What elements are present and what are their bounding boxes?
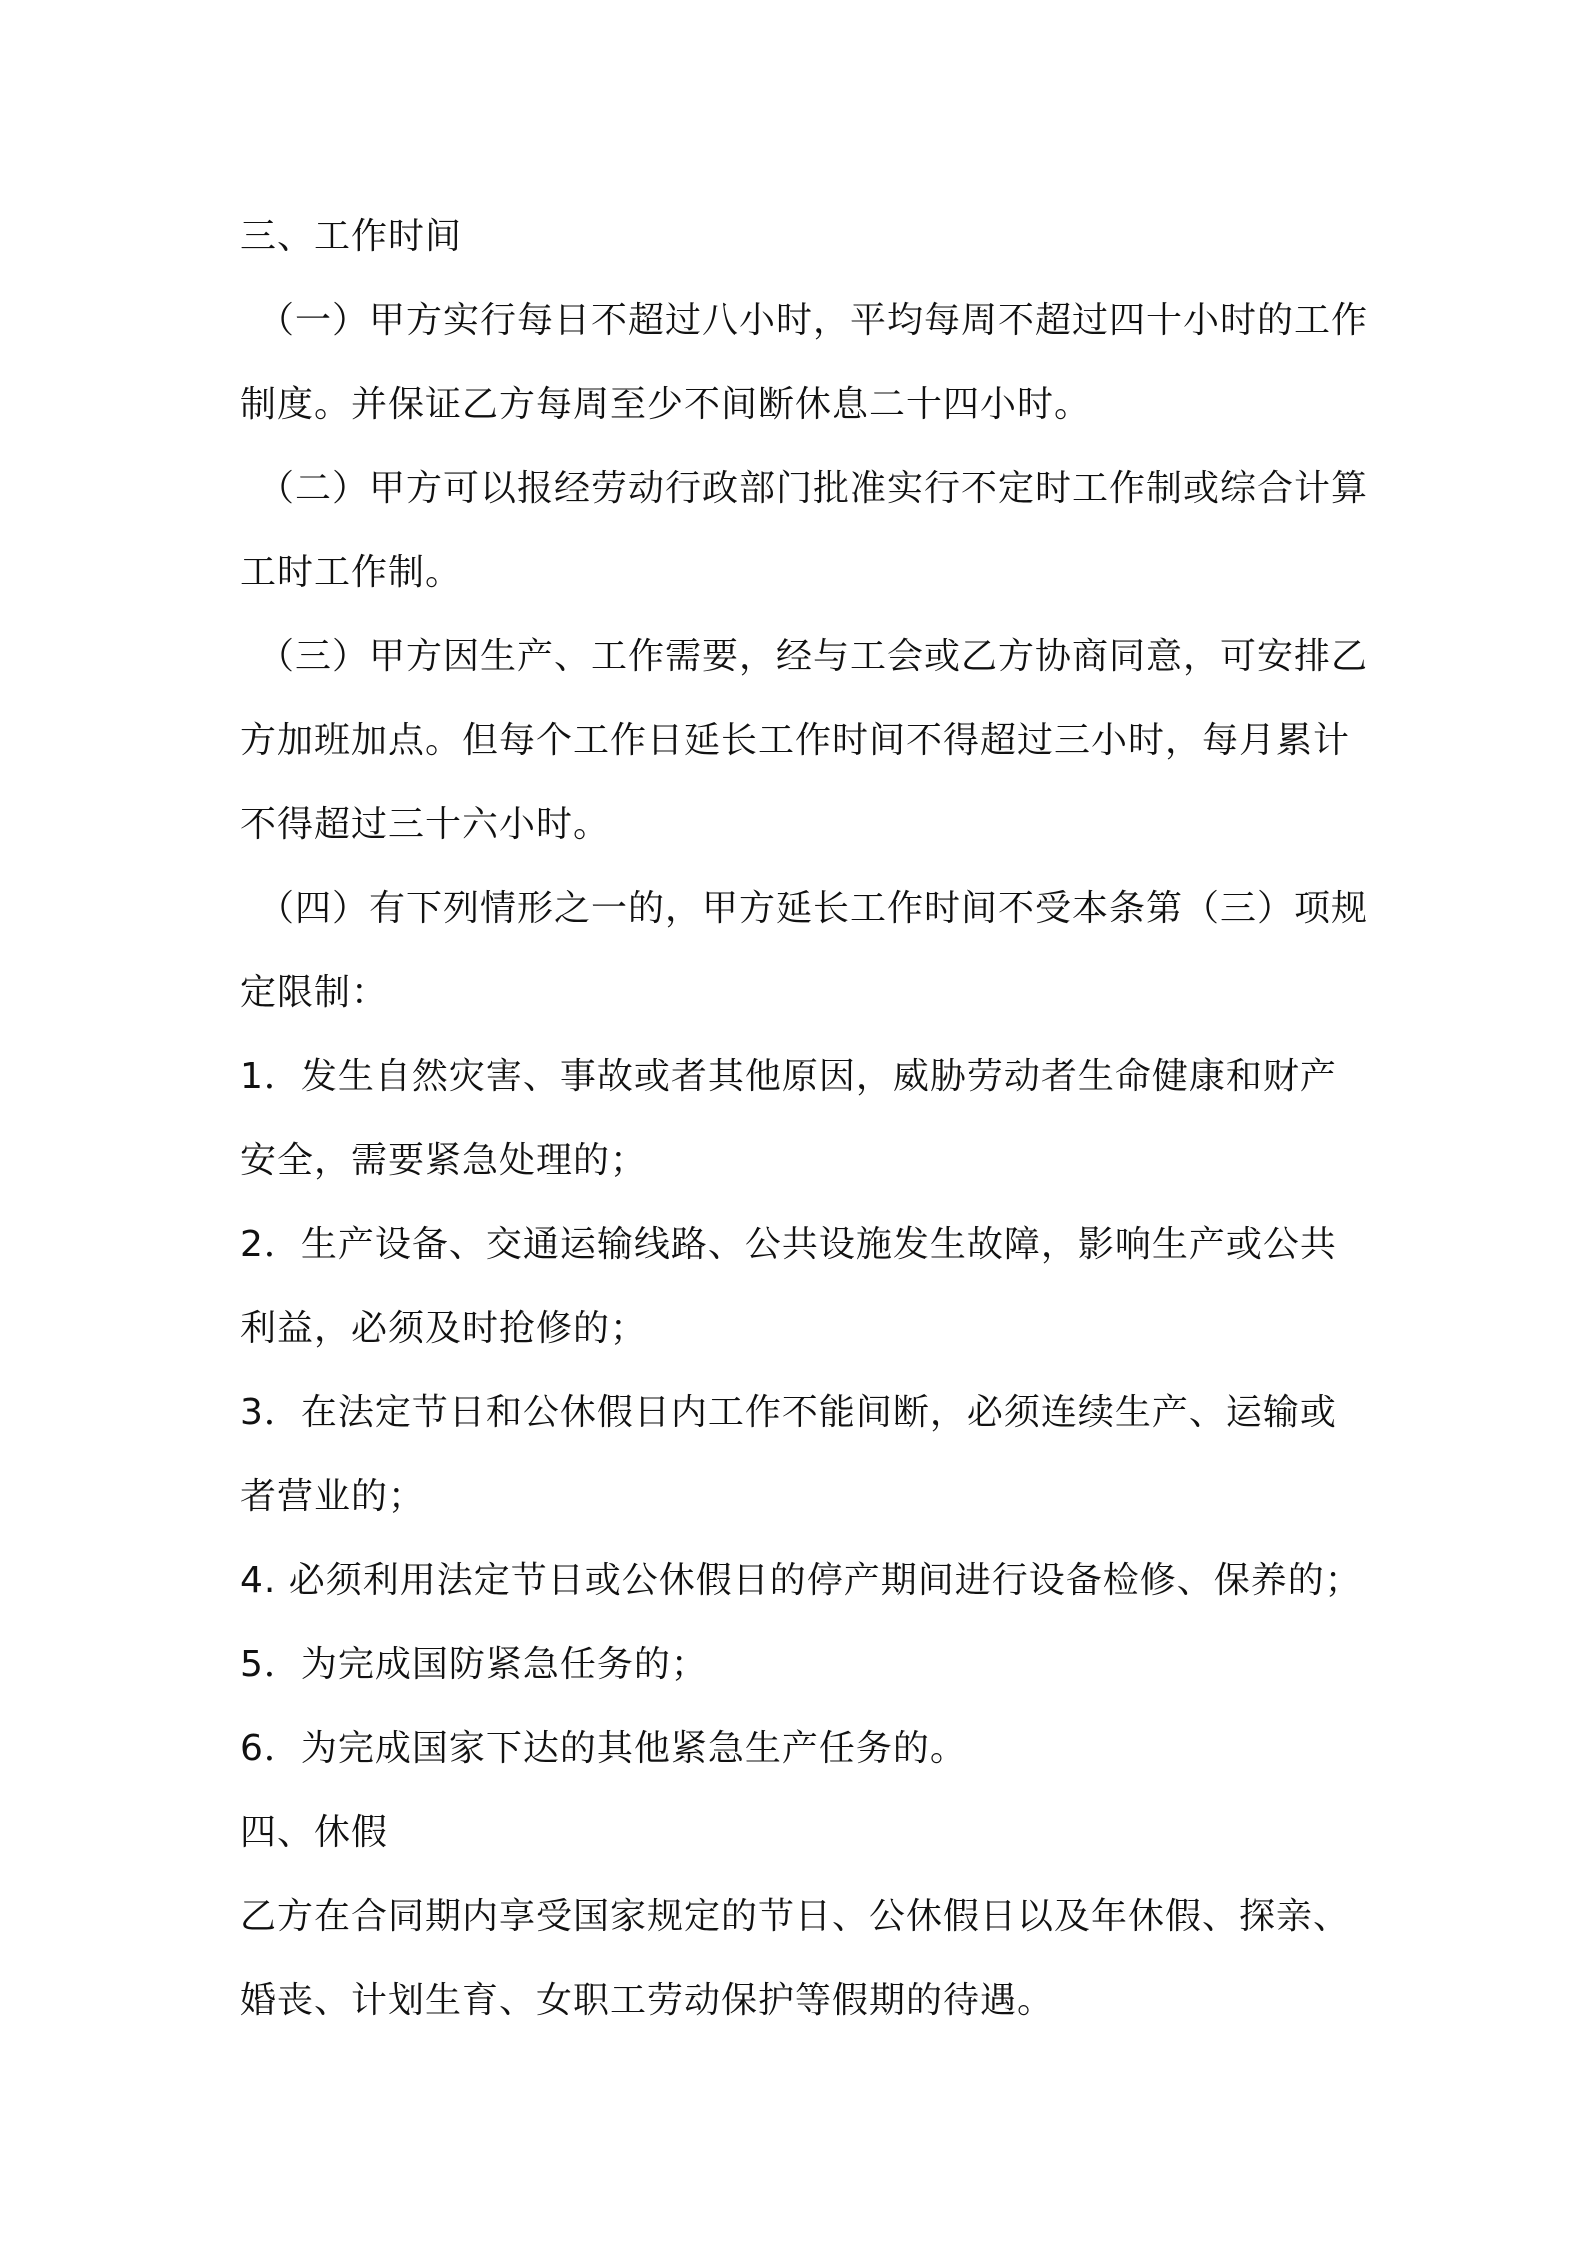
section-heading-vacation: 四、休假 [240, 1812, 389, 1853]
vacation-body-line-1: 乙方在合同期内享受国家规定的节日、公休假日以及年休假、探亲、 [240, 1896, 1351, 1937]
clause-4-line-1: （四）有下列情形之一的，甲方延长工作时间不受本条第（三）项规 [258, 888, 1369, 929]
section-heading-work-time: 三、工作时间 [240, 216, 463, 257]
clause-1-line-2: 制度。并保证乙方每周至少不间断休息二十四小时。 [240, 384, 1092, 425]
document-content [240, 195, 1369, 2043]
clause-2-line-2: 工时工作制。 [240, 552, 463, 593]
clause-1-line-1: （一）甲方实行每日不超过八小时，平均每周不超过四十小时的工作 [258, 300, 1369, 341]
clause-2-line-1: （二）甲方可以报经劳动行政部门批准实行不定时工作制或综合计算 [258, 468, 1369, 509]
clause-3-line-3: 不得超过三十六小时。 [240, 804, 611, 845]
item-4-line-1: 4. 必须利用法定节日或公休假日的停产期间进行设备检修、保养的； [240, 1560, 1362, 1601]
clause-3-line-1: （三）甲方因生产、工作需要，经与工会或乙方协商同意，可安排乙 [258, 636, 1369, 677]
item-6-line-1: 6．为完成国家下达的其他紧急生产任务的。 [240, 1728, 967, 1769]
item-3-line-1: 3．在法定节日和公休假日内工作不能间断，必须连续生产、运输或 [240, 1392, 1337, 1433]
item-2-line-1: 2．生产设备、交通运输线路、公共设施发生故障，影响生产或公共 [240, 1224, 1337, 1265]
item-3-line-2: 者营业的； [240, 1476, 426, 1517]
vacation-body-line-2: 婚丧、计划生育、女职工劳动保护等假期的待遇。 [240, 1980, 1055, 2021]
item-2-line-2: 利益，必须及时抢修的； [240, 1308, 648, 1349]
clause-4-line-2: 定限制： [240, 972, 389, 1013]
clause-3-line-2: 方加班加点。但每个工作日延长工作时间不得超过三小时，每月累计 [240, 720, 1351, 761]
item-1-line-1: 1．发生自然灾害、事故或者其他原因，威胁劳动者生命健康和财产 [240, 1056, 1337, 1097]
item-5-line-1: 5．为完成国防紧急任务的； [240, 1644, 708, 1685]
item-1-line-2: 安全，需要紧急处理的； [240, 1140, 648, 1181]
